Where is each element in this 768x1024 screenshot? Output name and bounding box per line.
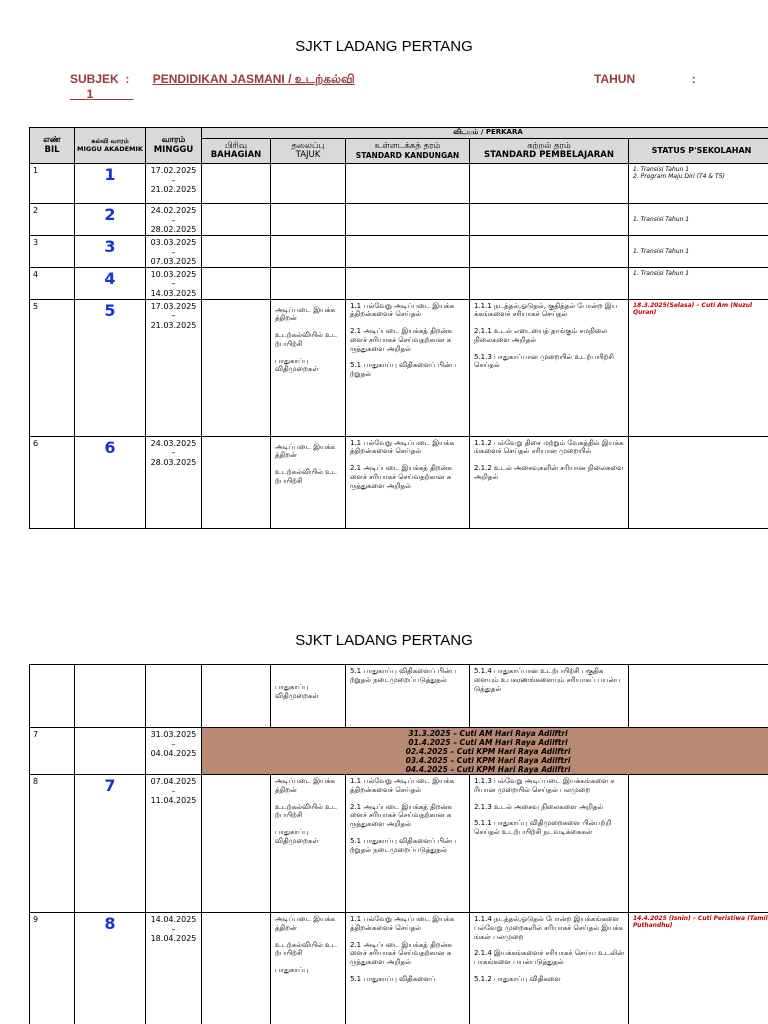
subject-line: SUBJEK : PENDIDIKAN JASMANI / உடற்கல்வி <box>70 72 355 86</box>
page-2 <box>0 620 768 1024</box>
year-value-wrap <box>70 87 133 101</box>
sp-cell: 1.1.4 நடத்தல்,ஓடுதல் போன்ற இயக்கங்களை பல்வேறு முறைகளில் சரியாகச் செய்தல் இயக்கங்கள் பலமுறை 2.1.4 இயக்கங்களைச் சரியாகச் செய்ய உடலின் பாகங்களை பயன்படுத்துதல் 5.1.2 பாதுகாப்பு விதிகளை <box>470 913 629 1024</box>
header-tajuk: தலைப்பு TAJUK <box>271 139 346 164</box>
sk-cell: 1.1 பல்வேறு அடிப்படை இயக்கத்திறன்களைச் செய்தல் 2.1 அடிப்படை இயக்கத் திறன்களைச் சரியாகச் செய்வதற்கான கருத்துகளை அறிதல் <box>346 436 470 528</box>
sk-cell: 1.1 பல்வேறு அடிப்படை இயக்கத்திறன்களைச் செய்தல் 2.1 அடிப்படை இயக்கத் திறன்களைச் சரியாகச் செய்வதற்கான கருத்துகளை அறிதல் 5.1 பாதுகாப்பு விதிகளைப் பின்பற்றுதல் நடைமுறைப்படுத்துதல் <box>346 775 470 913</box>
week-number: 5 <box>75 299 146 436</box>
header-sk: உள்ளடக்கத் தரம் STANDARD KANDUNGAN <box>346 139 470 164</box>
tajuk-cell: அடிப்படை இயக்கத்திறன் உடற்கல்வியில் உடற்பயிற்சி <box>271 436 346 528</box>
subject-value: PENDIDIKAN JASMANI / உடற்கல்வி <box>152 72 355 86</box>
school-title: SJKT LADANG PERTANG <box>295 38 473 55</box>
week-number: 2 <box>75 204 146 236</box>
table-row: 6 6 24.03.2025 – 28.03.2025 அடிப்படை இயக்கத்திறன் உடற்கல்வியில் உடற்பயிற்சி 1.1 பல்வேறு அடிப்படை இயக்கத்திறன்களைச் செய்தல் 2.1 அடிப்படை இயக்கத் திறன்களைச் சரியாகச் செய்வதற்கான கருத்துகளை அறிதல் 1.1.2 பல்வேறு திசை மற்றும் வேகத்தில் இயக்கங்களைச் செய்தல் சரியான முறையில் 2.1.2 உடல் அசைவுகளின் சரியான நிலைகளை அறிதல் <box>30 436 768 528</box>
table-row: 1 1 17.02.2025 – 21.02.2025 1. Transisi Tahun 1 2. Program Maju Diri (T4 & T5) <box>30 164 768 204</box>
sk-cell: 1.1 பல்வேறு அடிப்படை இயக்கத்திறன்களைச் செய்தல் 2.1 அடிப்படை இயக்கத் திறன்களைச் சரியாகச் செய்வதற்கான கருத்துகளை அறிதல் 5.1 பாதுகாப்பு விதிகளைப் <box>346 913 470 1024</box>
sk-cell: 5.1 பாதுகாப்பு விதிகளைப் பின்பற்றுதல் நடைமுறைப்படுத்துதல் <box>346 665 470 728</box>
sp-cell: 1.1.2 பல்வேறு திசை மற்றும் வேகத்தில் இயக்கங்களைச் செய்தல் சரியான முறையில் 2.1.2 உடல் அசைவுகளின் சரியான நிலைகளை அறிதல் <box>470 436 629 528</box>
table-row: 8 7 07.04.2025 – 11.04.2025 அடிப்படை இயக்கத்திறன் உடற்கல்வியில் உடற்பயிற்சி பாதுகாப்பு விதிமுறைகள் 1.1 பல்வேறு அடிப்படை இயக்கத்திறன்களைச் செய்தல் 2.1 அடிப்படை இயக்கத் திறன்களைச் சரியாகச் செய்வதற்கான கருத்துகளை அறிதல் 5.1 பாதுகாப்பு விதிகளைப் பின்பற்றுதல் நடைமுறைப்படுத்துதல் 1.1.3 பல்வேறு அடிப்படை இயக்கங்களை சரியான முறையில் செய்தல் பலமுறை 2.1.3 உடல் அசைவு நிலைகளை அறிதல் 5.1.1 பாதுகாப்பு விதிமுறைகளை பின்பற்றி செய்தல் உடற்பயிற்சி நடவடிக்கைகள் <box>30 775 768 913</box>
table-row: 3 3 03.03.2025 – 07.03.2025 1. Transisi Tahun 1 <box>30 236 768 268</box>
year-label-wrap: TAHUN : <box>594 72 696 86</box>
header-minggu: வாரம் MINGGU <box>146 128 202 164</box>
table-row: 2 2 24.02.2025 – 28.02.2025 1. Transisi Tahun 1 <box>30 204 768 236</box>
week-number: 7 <box>75 775 146 913</box>
sp-cell: 1.1.1 நடத்தல்,ஓடுதல், குதித்தல் போன்ற இயக்கங்களைச் சரியாகச் செய்தல் 2.1.1 உடல் எடையைத் தாங்கும் சமநிலை நிலைகளை அறிதல் 5.1.3 பாதுகாப்பான முறையில் உடற்பயிற்சி செய்தல் <box>470 299 629 436</box>
header-akademik: கல்வி வாரம் MIGGU AKADEMIK <box>75 128 146 164</box>
week-number: 4 <box>75 267 146 299</box>
year-value: 1 <box>86 87 94 101</box>
table-row <box>30 665 768 728</box>
lesson-plan-table-2 <box>29 664 768 1024</box>
week-number: 1 <box>75 164 146 204</box>
holiday-banner: 31.3.2025 – Cuti AM Hari Raya Adilftri 01.4.2025 – Cuti AM Hari Raya Adilftri 02.4.2025 – Cuti KPM Hari Raya Adilftri 03.4.2025 – Cuti KPM Hari Raya Adilftri 04.4.2025 – Cuti KPM Hari Raya Adilftri <box>202 728 768 775</box>
sp-cell: 1.1.3 பல்வேறு அடிப்படை இயக்கங்களை சரியான முறையில் செய்தல் பலமுறை 2.1.3 உடல் அசைவு நிலைகளை அறிதல் 5.1.1 பாதுகாப்பு விதிமுறைகளை பின்பற்றி செய்தல் உடற்பயிற்சி நடவடிக்கைகள் <box>470 775 629 913</box>
header-bil: எண் BIL <box>30 128 75 164</box>
header-status: STATUS P'SEKOLAHAN <box>629 139 768 164</box>
sk-cell: 1.1 பல்வேறு அடிப்படை இயக்கத்திறன்களைச் செய்தல் 2.1 அடிப்படை இயக்கத் திறன்களைச் சரியாகச் செய்வதற்கான கருத்துகளை அறிதல் 5.1 பாதுகாப்பு விதிகளைப் பின்பற்றுதல் <box>346 299 470 436</box>
tajuk-cell: பாதுகாப்பு விதிமுறைகள் <box>271 665 346 728</box>
holiday-note: 18.3.2025(Selasa) – Cuti Am (Nuzul Quran) <box>633 301 753 316</box>
week-number: 3 <box>75 236 146 268</box>
header-perkara: விடயம் / PERKARA <box>202 128 768 139</box>
header-sp: கற்றல் தரம் STANDARD PEMBELAJARAN <box>470 139 629 164</box>
header-bahagian: பிரிவு BAHAGIAN <box>202 139 271 164</box>
sp-cell: 5.1.4 பாதுகாப்பான உடற்பயிற்சி பகுதிகளையும் உபகரணங்களையும் சரியாகப் பயன்படுத்துதல் <box>470 665 629 728</box>
year-label: TAHUN <box>594 72 636 86</box>
school-title-2: SJKT LADANG PERTANG <box>295 632 473 649</box>
table-row: 9 8 14.04.2025 – 18.04.2025 அடிப்படை இயக்கத்திறன் உடற்கல்வியில் உடற்பயிற்சி பாதுகாப்பு 1.1 பல்வேறு அடிப்படை இயக்கத்திறன்களைச் செய்தல் 2.1 அடிப்படை இயக்கத் திறன்களைச் சரியாகச் செய்வதற்கான கருத்துகளை அறிதல் 5.1 பாதுகாப்பு விதிகளைப் 1.1.4 நடத்தல்,ஓடுதல் போன்ற இயக்கங்களை பல்வேறு முறைகளில் சரியாகச் செய்தல் இயக்கங்கள் பலமுறை 2.1.4 இயக்கங்களைச் சரியாகச் செய்ய உடலின் பாகங்களை பயன்படுத்துதல் 5.1.2 பாதுகாப்பு விதிகளை 14.4.2025 (Isnin) – Cuti Peristiwa (Tamil Puthandhu) <box>30 913 768 1024</box>
lesson-plan-table <box>29 127 768 529</box>
subject-label: SUBJEK <box>70 72 119 86</box>
holiday-row: 7 31.03.2025 – 04.04.2025 31.3.2025 – Cuti AM Hari Raya Adilftri 01.4.2025 – Cuti AM Hari Raya Adilftri 02.4.2025 – Cuti KPM Hari Raya Adilftri 03.4.2025 – Cuti KPM Hari Raya Adilftri 04.4.2025 – Cuti KPM Hari Raya Adilftri <box>30 728 768 775</box>
week-number: 8 <box>75 913 146 1024</box>
table-row: 4 4 10.03.2025 – 14.03.2025 1. Transisi Tahun 1 <box>30 267 768 299</box>
holiday-note: 14.4.2025 (Isnin) – Cuti Peristiwa (Tamil Puthandhu) <box>633 915 768 930</box>
table-row: 5 5 17.03.2025 – 21.03.2025 அடிப்படை இயக்கத்திறன் உடற்கல்வியில் உடற்பயிற்சி பாதுகாப்பு விதிமுறைகள் 1.1 பல்வேறு அடிப்படை இயக்கத்திறன்களைச் செய்தல் 2.1 அடிப்படை இயக்கத் திறன்களைச் சரியாகச் செய்வதற்கான கருத்துகளை அறிதல் 5.1 பாதுகாப்பு விதிகளைப் பின்பற்றுதல் 1.1.1 நடத்தல்,ஓடுதல், குதித்தல் போன்ற இயக்கங்களைச் சரியாகச் செய்தல் 2.1.1 உடல் எடையைத் தாங்கும் சமநிலை நிலைகளை அறிதல் 5.1.3 பாதுகாப்பான முறையில் உடற்பயிற்சி செய்தல் 18.3.2025(Selasa) – Cuti Am (Nuzul Quran) <box>30 299 768 436</box>
tajuk-cell: அடிப்படை இயக்கத்திறன் உடற்கல்வியில் உடற்பயிற்சி பாதுகாப்பு <box>271 913 346 1024</box>
week-number: 6 <box>75 436 146 528</box>
tajuk-cell: அடிப்படை இயக்கத்திறன் உடற்கல்வியில் உடற்பயிற்சி பாதுகாப்பு விதிமுறைகள் <box>271 299 346 436</box>
tajuk-cell: அடிப்படை இயக்கத்திறன் உடற்கல்வியில் உடற்பயிற்சி பாதுகாப்பு விதிமுறைகள் <box>271 775 346 913</box>
